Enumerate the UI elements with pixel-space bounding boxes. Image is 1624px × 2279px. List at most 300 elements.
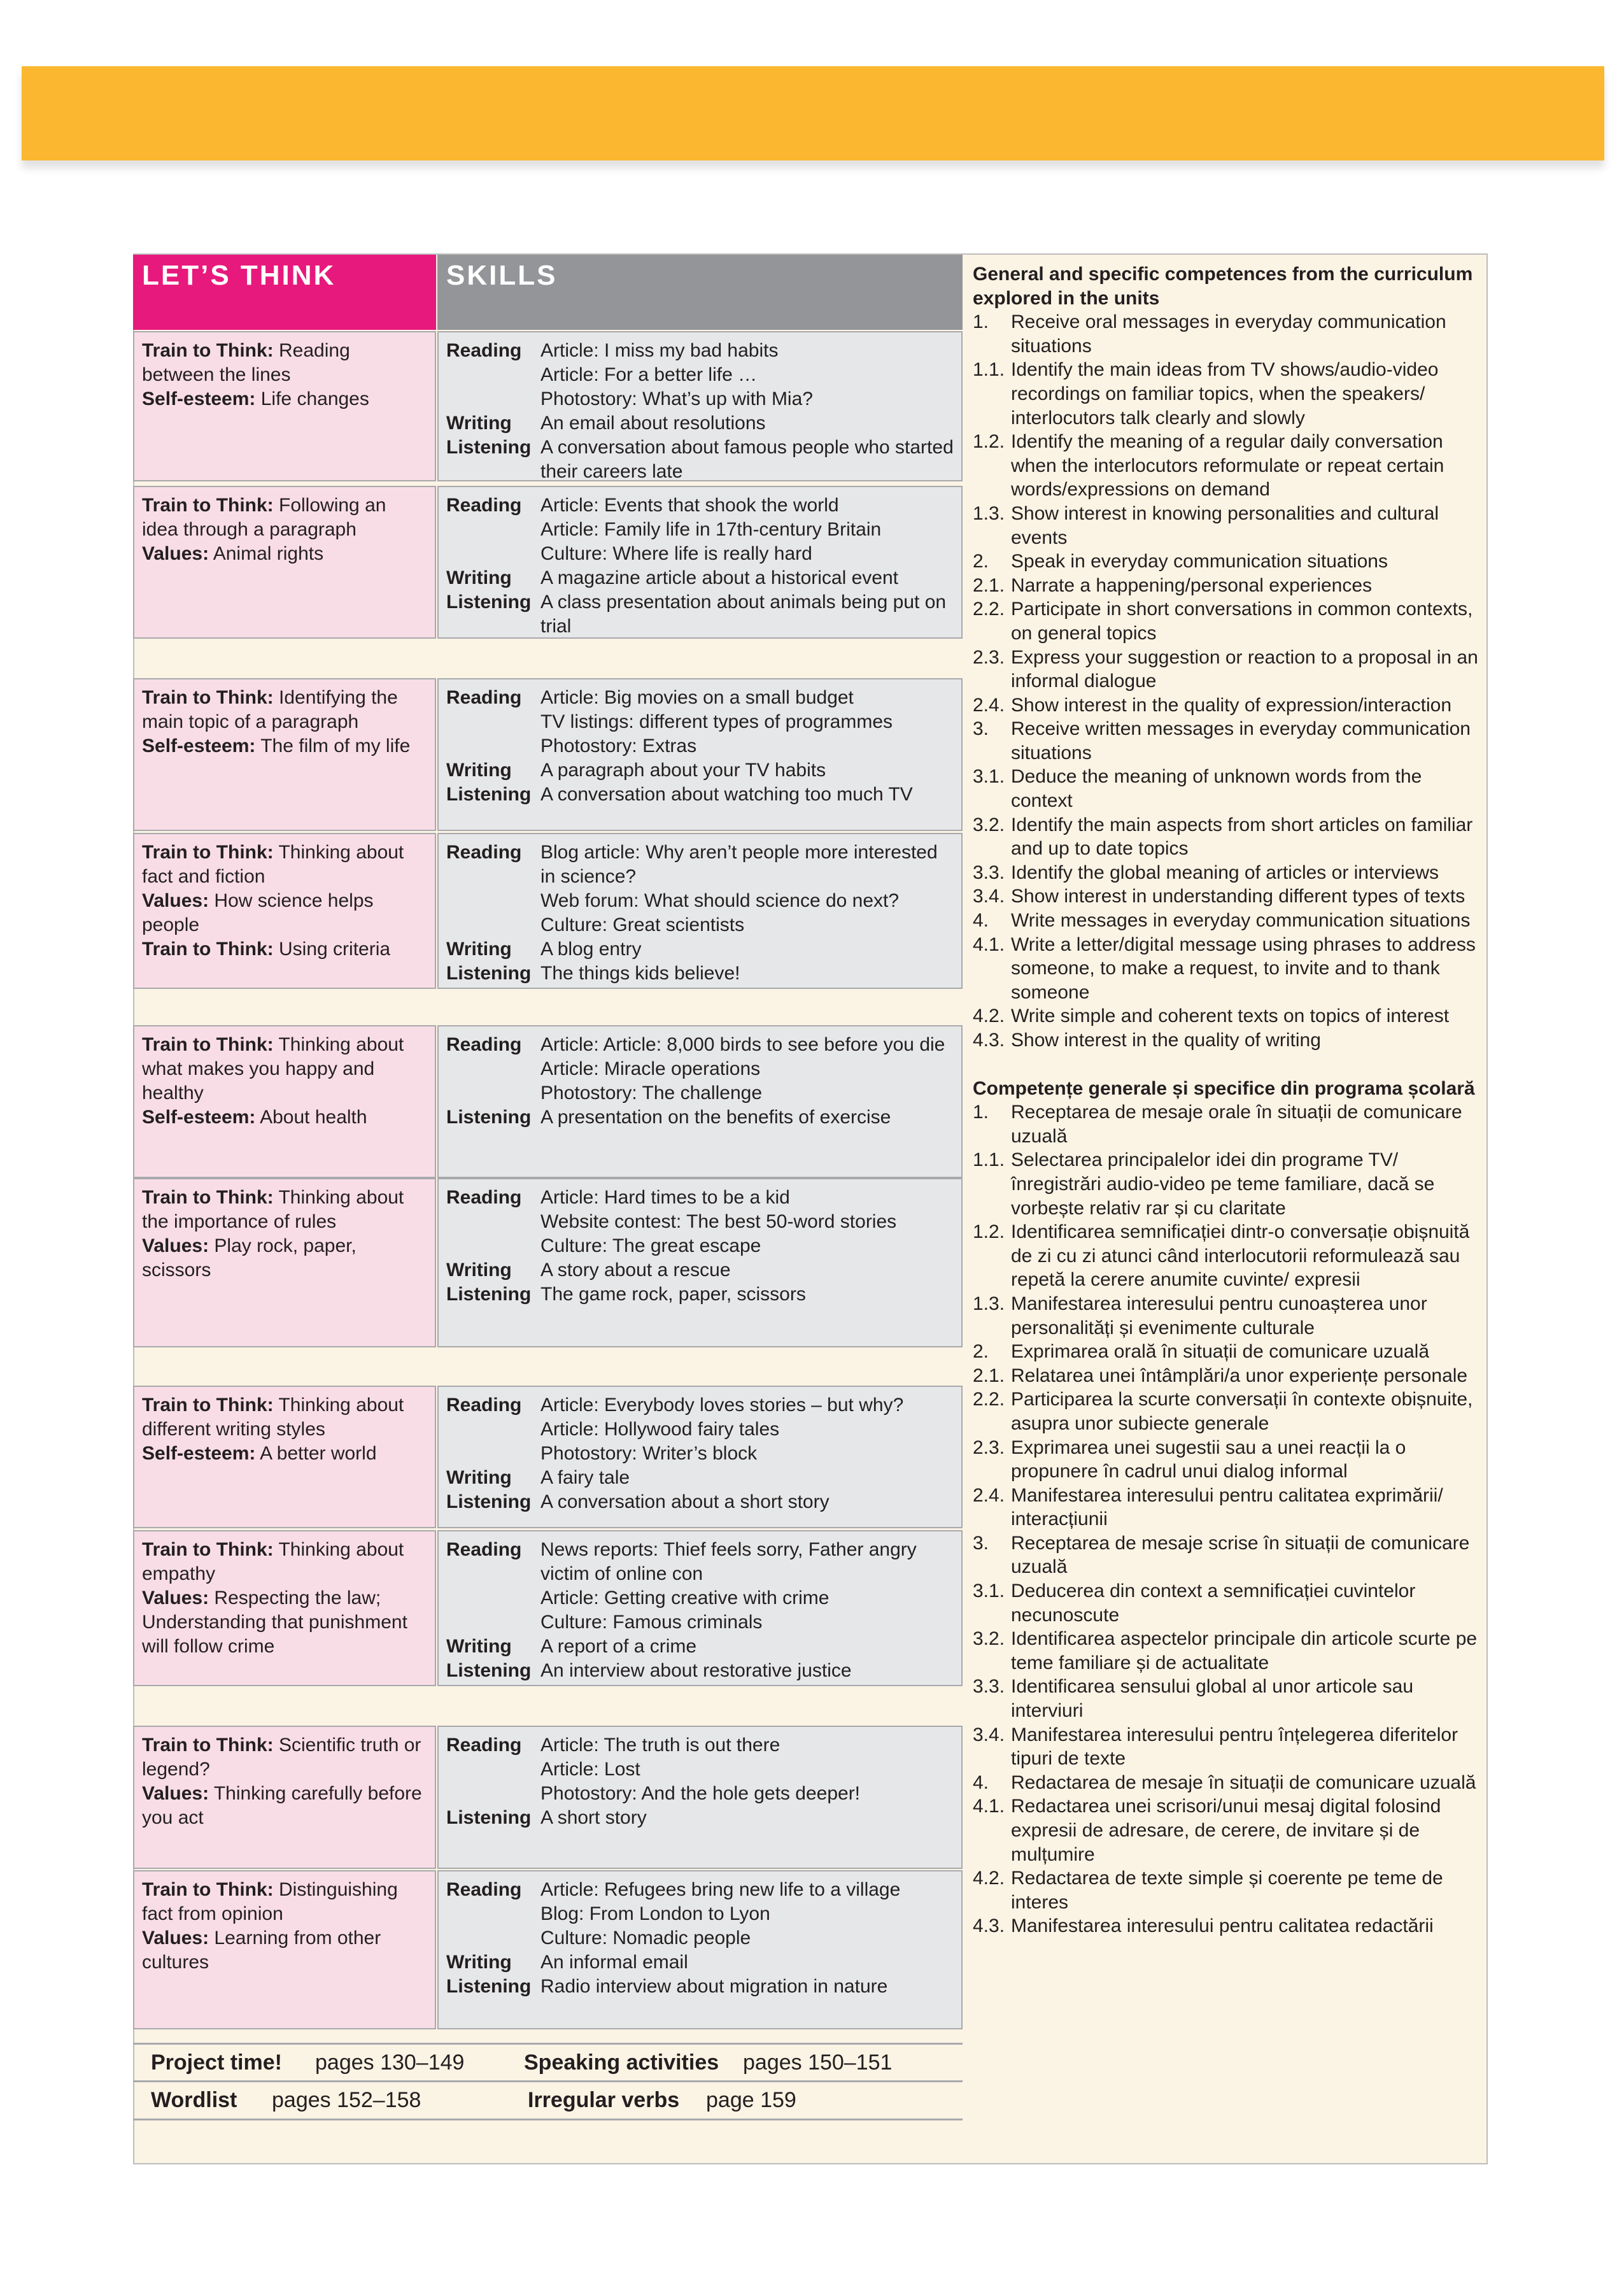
skill-group — [446, 1950, 954, 1975]
skill-item: A blog entry — [540, 939, 642, 960]
competence-item — [973, 1004, 1482, 1028]
skill-item: Photostory: Writer’s block — [540, 1443, 758, 1464]
competence-item — [973, 1723, 1482, 1771]
skill-group — [446, 937, 954, 962]
competence-number: 2.3. — [973, 646, 1005, 668]
think-entry — [142, 841, 427, 889]
think-label: Self-esteem: — [142, 1107, 256, 1128]
competence-text: Manifestarea interesului pentru calitatea redactării — [1011, 1915, 1434, 1937]
competence-number: 2.4. — [973, 1484, 1005, 1506]
competence-item — [973, 717, 1482, 765]
project-time-pages: pages 130–149 — [315, 2050, 465, 2075]
speaking-activities-label: Speaking activities — [524, 2050, 719, 2075]
skill-label: Reading — [446, 1187, 522, 1208]
unit-think-cell — [133, 331, 436, 481]
competence-number: 2. — [973, 551, 989, 572]
think-entry — [142, 339, 427, 387]
skill-group — [446, 436, 954, 484]
competence-item — [973, 1771, 1482, 1795]
competence-text: Selectarea principalelor idei din programe TV/ înregistrări audio-video pe teme familiare, dacă se vorbește relativ rar și cu claritate — [1011, 1149, 1435, 1219]
competence-number: 4. — [973, 910, 989, 932]
competence-text: Exprimarea unei sugestii sau a unei reacții la o propunere în cadrul unui dialog informal — [1011, 1437, 1406, 1482]
competence-number: 4.2. — [973, 1005, 1005, 1027]
skill-group — [446, 590, 954, 639]
think-text: Identifying the main topic of a paragraph — [142, 687, 398, 732]
competence-item — [973, 1579, 1482, 1627]
skill-item: A conversation about a short story — [540, 1491, 830, 1512]
competence-text: Identificarea sensului global al unor articole sau interviuri — [1011, 1676, 1414, 1722]
competence-text: Show interest in the quality of expression/interaction — [1011, 694, 1452, 716]
think-label: Values: — [142, 1235, 209, 1256]
competence-text: Identify the global meaning of articles or interviews — [1011, 862, 1439, 883]
think-text: Using criteria — [273, 939, 391, 960]
competence-item — [973, 1148, 1482, 1220]
think-entry — [142, 1033, 427, 1105]
skill-group — [446, 1282, 954, 1307]
competence-text: Identificarea aspectelor principale din articole scurte pe teme familiare și de actualitate — [1011, 1628, 1478, 1673]
competence-item — [973, 646, 1482, 693]
skill-item: Culture: Where life is really hard — [540, 543, 812, 564]
think-label: Train to Think: — [142, 1735, 274, 1756]
skill-label: Reading — [446, 340, 522, 361]
skill-item: Article: Miracle operations — [540, 1058, 761, 1079]
think-label: Train to Think: — [142, 939, 274, 960]
think-label: Train to Think: — [142, 495, 274, 516]
unit-skills-cell — [437, 1726, 963, 1869]
competence-item — [973, 430, 1482, 502]
competence-text: Write messages in everyday communication situations — [1011, 910, 1471, 932]
skill-item: Article: Refugees bring new life to a village — [540, 1879, 901, 1900]
think-entry — [142, 542, 427, 566]
unit-think-cell — [133, 833, 436, 989]
skill-item: An interview about restorative justice — [540, 1660, 852, 1681]
think-text: Scientific truth or legend? — [142, 1735, 421, 1780]
competence-text: Show interest in the quality of writing — [1011, 1030, 1321, 1051]
skill-item: Web forum: What should science do next? — [540, 890, 900, 911]
skill-label: Writing — [446, 939, 512, 960]
skill-item: The game rock, paper, scissors — [540, 1284, 806, 1305]
skill-label: Listening — [446, 437, 532, 458]
competence-number: 1.2. — [973, 1221, 1005, 1243]
think-entry — [142, 734, 427, 758]
skill-label: Listening — [446, 963, 532, 984]
unit-skills-cell — [437, 1178, 963, 1347]
skill-item: Article: Big movies on a small budget — [540, 687, 854, 708]
unit-skills-cell — [437, 486, 963, 639]
skill-group — [446, 1033, 954, 1105]
skill-label: Writing — [446, 1467, 512, 1488]
irregular-verbs-pages: page 159 — [706, 2088, 796, 2112]
competence-text: Narrate a happening/personal experiences — [1011, 574, 1373, 596]
competence-number: 4.2. — [973, 1868, 1005, 1889]
competence-text: Receptarea de mesaje orale în situații de comunicare uzuală — [1011, 1102, 1462, 1147]
skill-item: An email about resolutions — [540, 413, 766, 434]
competence-number: 4. — [973, 1771, 989, 1793]
skill-group — [446, 1659, 954, 1683]
competence-item — [973, 1292, 1482, 1340]
skill-group — [446, 1878, 954, 1950]
competence-item — [973, 358, 1482, 430]
competence-text: Participate in short conversations in common contexts, on general topics — [1011, 599, 1473, 644]
competence-item — [973, 550, 1482, 574]
competence-text: Redactarea de mesaje în situații de comunicare uzuală — [1011, 1771, 1476, 1793]
competence-text: Write a letter/digital message using phrases to address someone, to make a request, to invite and to thank someone — [1011, 934, 1476, 1003]
skill-label: Listening — [446, 1660, 532, 1681]
think-entry — [142, 1733, 427, 1782]
think-entry — [142, 1878, 427, 1926]
unit-think-cell — [133, 1025, 436, 1178]
skill-label: Listening — [446, 1976, 532, 1997]
competence-text: Show interest in knowing personalities and cultural events — [1011, 502, 1439, 548]
think-text: Reading between the lines — [142, 340, 350, 385]
competence-number: 1.3. — [973, 502, 1005, 524]
unit-skills-cell — [437, 1386, 963, 1528]
competence-item — [973, 502, 1482, 550]
competence-item — [973, 1484, 1482, 1531]
think-label: Values: — [142, 890, 209, 911]
competence-item — [973, 574, 1482, 598]
skill-item: Photostory: Extras — [540, 735, 697, 756]
competence-item — [973, 861, 1482, 885]
competence-item — [973, 1028, 1482, 1053]
think-label: Train to Think: — [142, 1395, 274, 1416]
competence-item — [973, 813, 1482, 861]
competence-number: 3.1. — [973, 766, 1005, 788]
skill-item: Article: Article: 8,000 birds to see before you die — [540, 1034, 945, 1055]
skill-item: The things kids believe! — [540, 963, 740, 984]
competence-item — [973, 597, 1482, 645]
skill-item: A presentation on the benefits of exercise — [540, 1107, 891, 1128]
think-entry — [142, 1926, 427, 1975]
think-label: Values: — [142, 1783, 209, 1804]
skill-item: News reports: Thief feels sorry, Father angry victim of online con — [540, 1539, 917, 1584]
skill-item: A report of a crime — [540, 1636, 697, 1657]
think-text: Thinking about empathy — [142, 1539, 404, 1584]
think-label: Train to Think: — [142, 842, 274, 863]
skill-label: Writing — [446, 760, 512, 781]
skill-item: Culture: Nomadic people — [540, 1928, 751, 1949]
think-label: Train to Think: — [142, 1187, 274, 1208]
think-text: Following an idea through a paragraph — [142, 495, 386, 540]
think-label: Values: — [142, 543, 209, 564]
competence-text: Show interest in understanding different types of texts — [1011, 886, 1465, 907]
think-text: Learning from other cultures — [142, 1928, 381, 1973]
competence-text: Deduce the meaning of unknown words from the context — [1011, 766, 1422, 812]
think-text: Thinking carefully before you act — [142, 1783, 422, 1828]
think-text: Life changes — [255, 388, 369, 409]
competence-text: Exprimarea orală în situații de comunicare uzuală — [1011, 1341, 1429, 1363]
skill-label: Reading — [446, 1395, 522, 1416]
competence-number: 2.1. — [973, 1365, 1005, 1386]
competence-number: 1.1. — [973, 1149, 1005, 1171]
competence-number: 3. — [973, 718, 989, 740]
competence-text: Deducerea din context a semnificației cuvintelor necunoscute — [1011, 1580, 1416, 1626]
think-entry — [142, 493, 427, 542]
speaking-activities-pages: pages 150–151 — [743, 2050, 893, 2075]
competence-item — [973, 1627, 1482, 1675]
unit-skills-cell — [437, 331, 963, 481]
competence-text: Identify the main aspects from short articles on familiar and up to date topics — [1011, 814, 1473, 860]
skill-item: A paragraph about your TV habits — [540, 760, 826, 781]
competence-text: Speak in everyday communication situations — [1011, 551, 1388, 572]
think-entry — [142, 889, 427, 937]
unit-skills-cell — [437, 1025, 963, 1178]
skill-label: Reading — [446, 495, 522, 516]
think-label: Self-esteem: — [142, 735, 256, 756]
competences-en-title: General and specific competences from the curriculum explored in the units — [973, 264, 1473, 309]
unit-think-cell — [133, 1870, 436, 2029]
skill-group — [446, 1258, 954, 1282]
competence-item — [973, 1914, 1482, 1938]
unit-think-cell — [133, 486, 436, 639]
skill-item: A story about a rescue — [540, 1260, 731, 1281]
competence-text: Identificarea semnificației dintr-o conversație obișnuită de zi cu zi atunci când interlocutorii reformulează sau repetă la cerere anumite cuvinte/ expresii — [1011, 1221, 1470, 1291]
competence-text: Identify the main ideas from TV shows/audio-video recordings on familiar topics, when the speakers/ interlocutors talk clearly and slowly — [1011, 359, 1439, 429]
think-label: Train to Think: — [142, 1879, 274, 1900]
skill-item: A conversation about watching too much TV — [540, 784, 913, 805]
competence-number: 3.3. — [973, 1676, 1005, 1698]
competence-text: Participarea la scurte conversații în contexte obișnuite, asupra unor subiecte generale — [1011, 1389, 1473, 1434]
think-entry — [142, 387, 427, 411]
skill-group — [446, 1733, 954, 1806]
skill-group — [446, 783, 954, 807]
think-entry — [142, 937, 427, 962]
competence-item — [973, 933, 1482, 1005]
competence-number: 1.1. — [973, 359, 1005, 381]
skill-item: Culture: Great scientists — [540, 914, 745, 935]
competence-item — [973, 310, 1482, 358]
skill-item: Culture: The great escape — [540, 1235, 761, 1256]
think-text: Thinking about what makes you happy and healthy — [142, 1034, 404, 1104]
unit-skills-cell — [437, 678, 963, 831]
skill-group — [446, 1466, 954, 1490]
competence-number: 1. — [973, 311, 989, 333]
think-label: Self-esteem: — [142, 388, 256, 409]
footer-row-1 — [133, 2043, 963, 2082]
competence-text: Identify the meaning of a regular daily conversation when the interlocutors reformulate or repeat certain words/expressions on demand — [1011, 431, 1444, 501]
skill-group — [446, 1975, 954, 1999]
unit-skills-cell — [437, 833, 963, 989]
think-label: Train to Think: — [142, 1034, 274, 1055]
competence-number: 3.1. — [973, 1580, 1005, 1602]
skill-item: A conversation about famous people who started their careers late — [540, 437, 954, 482]
competence-item — [973, 1794, 1482, 1866]
header-lets-think: LET’S THINK — [133, 255, 436, 330]
unit-think-cell — [133, 678, 436, 831]
unit-think-cell — [133, 1178, 436, 1347]
unit-skills-cell — [437, 1870, 963, 2029]
footer-row-2 — [133, 2082, 963, 2120]
skill-group — [446, 1105, 954, 1130]
think-entry — [142, 1393, 427, 1442]
competence-number: 3.4. — [973, 1724, 1005, 1745]
skill-item: A class presentation about animals being put on trial — [540, 592, 947, 637]
think-text: Distinguishing fact from opinion — [142, 1879, 398, 1924]
think-text: How science helps people — [142, 890, 374, 935]
competence-item — [973, 909, 1482, 933]
competence-item — [973, 884, 1482, 909]
competence-item — [973, 1220, 1482, 1292]
competence-number: 3.3. — [973, 862, 1005, 883]
unit-skills-cell — [437, 1530, 963, 1686]
skill-label: Listening — [446, 784, 532, 805]
skill-item: Blog article: Why aren’t people more interested in science? — [540, 842, 938, 887]
skill-label: Reading — [446, 1034, 522, 1055]
skill-item: Website contest: The best 50-word stories — [540, 1211, 897, 1232]
skill-label: Writing — [446, 567, 512, 588]
skill-item: Article: Events that shook the world — [540, 495, 839, 516]
competence-number: 2. — [973, 1341, 989, 1363]
skill-group — [446, 493, 954, 566]
unit-think-cell — [133, 1530, 436, 1686]
competence-text: Manifestarea interesului pentru înțelegerea diferitelor tipuri de texte — [1011, 1724, 1458, 1770]
competence-item — [973, 765, 1482, 813]
competence-text: Express your suggestion or reaction to a proposal in an informal dialogue — [1011, 646, 1478, 692]
competence-item — [973, 693, 1482, 718]
competence-text: Receive oral messages in everyday communication situations — [1011, 311, 1446, 357]
competence-number: 2.3. — [973, 1437, 1005, 1458]
competences-panel — [973, 262, 1482, 1938]
think-entry — [142, 1186, 427, 1234]
skill-label: Reading — [446, 687, 522, 708]
competence-text: Write simple and coherent texts on topics of interest — [1011, 1005, 1450, 1027]
skill-group — [446, 962, 954, 986]
think-text: Thinking about different writing styles — [142, 1395, 404, 1440]
think-text: Thinking about the importance of rules — [142, 1187, 404, 1232]
skill-item: Article: Family life in 17th-century Britain — [540, 519, 882, 540]
skill-label: Reading — [446, 842, 522, 863]
skill-item: A short story — [540, 1807, 647, 1828]
competence-item — [973, 1340, 1482, 1364]
competences-ro-title: Competențe generale și specifice din programa școlară — [973, 1077, 1475, 1099]
think-label: Self-esteem: — [142, 1443, 256, 1464]
think-label: Train to Think: — [142, 1539, 274, 1560]
skill-group — [446, 1635, 954, 1659]
skill-item: A fairy tale — [540, 1467, 630, 1488]
competence-item — [973, 1436, 1482, 1484]
skill-item: Article: Hard times to be a kid — [540, 1187, 790, 1208]
skill-group — [446, 339, 954, 411]
think-entry — [142, 1538, 427, 1586]
competence-text: Receptarea de mesaje scrise în situații de comunicare uzuală — [1011, 1532, 1470, 1578]
skill-label: Reading — [446, 1735, 522, 1756]
competence-item — [973, 1531, 1482, 1579]
skill-item: Article: Lost — [540, 1759, 640, 1780]
competence-number: 3. — [973, 1532, 989, 1554]
skill-item: Blog: From London to Lyon — [540, 1903, 770, 1924]
think-entry — [142, 1442, 427, 1466]
think-entry — [142, 686, 427, 734]
skill-label: Listening — [446, 1284, 532, 1305]
competence-text: Receive written messages in everyday communication situations — [1011, 718, 1471, 763]
competence-text: Manifestarea interesului pentru calitatea exprimării/ interacțiunii — [1011, 1484, 1443, 1530]
competence-item — [973, 1866, 1482, 1914]
skill-item: Article: For a better life … — [540, 364, 758, 385]
skill-item: Culture: Famous criminals — [540, 1612, 763, 1633]
skill-item: Radio interview about migration in nature — [540, 1976, 888, 1997]
think-entry — [142, 1234, 427, 1282]
competence-number: 4.1. — [973, 1796, 1005, 1817]
skill-item: Photostory: The challenge — [540, 1083, 763, 1104]
skill-group — [446, 1393, 954, 1466]
skill-group — [446, 1490, 954, 1514]
competence-number: 3.2. — [973, 1628, 1005, 1650]
skill-label: Writing — [446, 1952, 512, 1973]
think-label: Values: — [142, 1587, 209, 1608]
skill-label: Listening — [446, 592, 532, 613]
wordlist-pages: pages 152–158 — [272, 2088, 421, 2112]
skill-group — [446, 1806, 954, 1830]
think-text: Respecting the law; Understanding that punishment will follow crime — [142, 1587, 407, 1657]
think-text: Play rock, paper, scissors — [142, 1235, 357, 1281]
skill-group — [446, 686, 954, 758]
think-entry — [142, 1586, 427, 1659]
skill-item: Photostory: And the hole gets deeper! — [540, 1783, 861, 1804]
irregular-verbs-label: Irregular verbs — [528, 2088, 680, 2112]
skill-label: Writing — [446, 1636, 512, 1657]
skill-group — [446, 841, 954, 937]
competences-en-list — [973, 310, 1482, 1052]
unit-think-cell — [133, 1386, 436, 1528]
wordlist-label: Wordlist — [151, 2088, 237, 2112]
skill-group — [446, 566, 954, 590]
skill-label: Listening — [446, 1491, 532, 1512]
skill-label: Reading — [446, 1879, 522, 1900]
skill-item: Article: The truth is out there — [540, 1735, 780, 1756]
skill-item: Article: Everybody loves stories – but why? — [540, 1395, 904, 1416]
skill-group — [446, 411, 954, 436]
skill-item: Article: Getting creative with crime — [540, 1587, 830, 1608]
unit-think-cell — [133, 1726, 436, 1869]
think-text: Thinking about fact and fiction — [142, 842, 404, 887]
competence-item — [973, 1100, 1482, 1148]
competence-number: 1.2. — [973, 431, 1005, 453]
top-color-band — [22, 66, 1604, 160]
think-label: Values: — [142, 1928, 209, 1949]
competence-number: 3.4. — [973, 886, 1005, 907]
think-label: Train to Think: — [142, 687, 274, 708]
think-entry — [142, 1782, 427, 1830]
skill-item: A magazine article about a historical event — [540, 567, 898, 588]
skill-item: Article: Hollywood fairy tales — [540, 1419, 780, 1440]
competence-text: Relatarea unei întâmplări/a unor experiențe personale — [1011, 1365, 1468, 1386]
skill-label: Listening — [446, 1807, 532, 1828]
think-text: A better world — [255, 1443, 377, 1464]
competence-number: 2.2. — [973, 1389, 1005, 1410]
competence-item — [973, 1388, 1482, 1435]
competence-number: 4.3. — [973, 1030, 1005, 1051]
competence-text: Redactarea de texte simple și coerente pe teme de interes — [1011, 1868, 1443, 1913]
skill-item: Article: I miss my bad habits — [540, 340, 779, 361]
skill-label: Writing — [446, 413, 512, 434]
competence-item — [973, 1675, 1482, 1722]
competence-number: 2.4. — [973, 694, 1005, 716]
competence-number: 4.3. — [973, 1915, 1005, 1937]
competence-number: 1. — [973, 1102, 989, 1123]
competence-item — [973, 1364, 1482, 1388]
skill-label: Reading — [446, 1539, 522, 1560]
think-text: Animal rights — [209, 543, 324, 564]
skill-item: An informal email — [540, 1952, 688, 1973]
competence-number: 3.2. — [973, 814, 1005, 835]
skill-item: TV listings: different types of programmes — [540, 711, 893, 732]
project-time-label: Project time! — [151, 2050, 282, 2075]
competence-number: 2.1. — [973, 574, 1005, 596]
think-text: About health — [255, 1107, 367, 1128]
skill-group — [446, 1186, 954, 1258]
think-label: Train to Think: — [142, 340, 274, 361]
think-text: The film of my life — [255, 735, 411, 756]
